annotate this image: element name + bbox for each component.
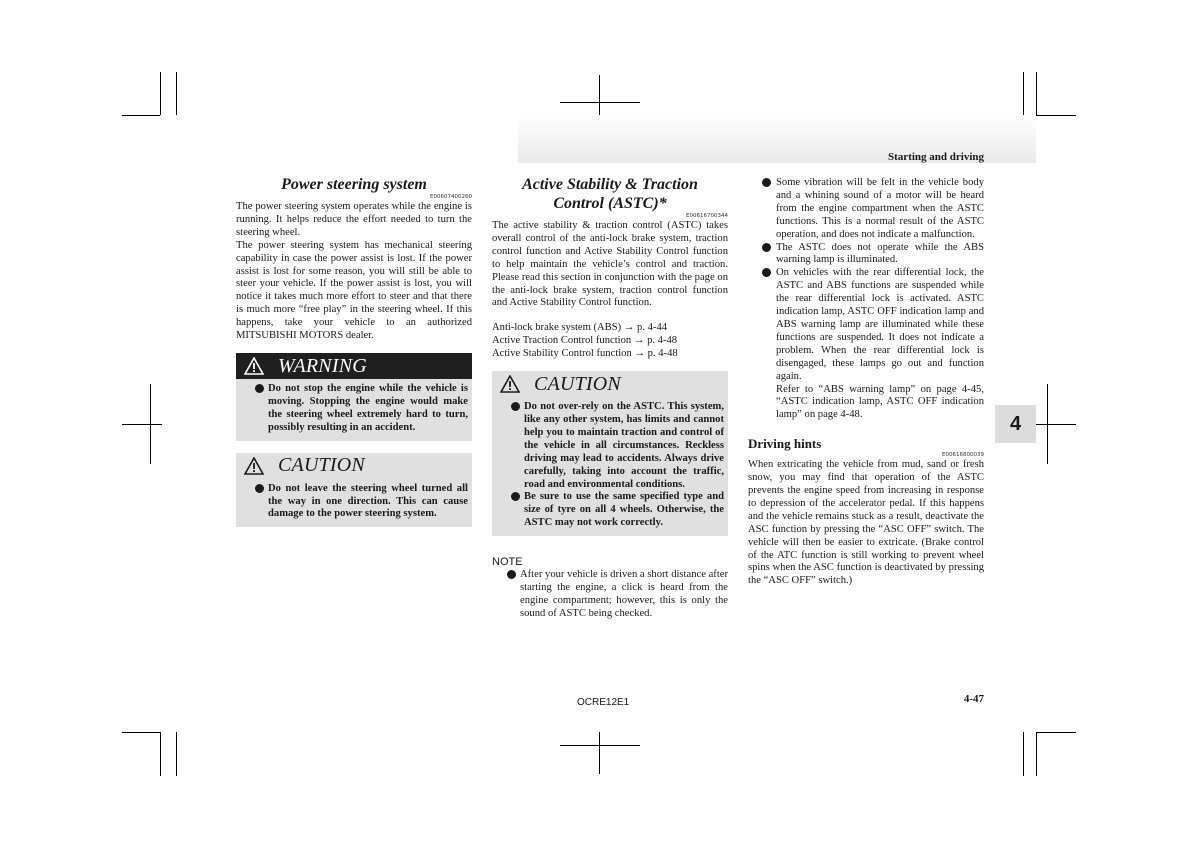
crop-mark [1036, 732, 1037, 776]
note-list [492, 569, 728, 621]
warning-box [236, 353, 472, 441]
crop-mark [122, 115, 160, 116]
paragraph: The power steering system operates while the engine is running. It helps reduce the effort needed to turn the steering wheel. [236, 201, 472, 238]
crop-mark [160, 732, 161, 776]
bullet-icon [255, 484, 264, 493]
section-heading: Power steering system [281, 176, 427, 193]
bullet-icon [507, 570, 516, 579]
caution-body [492, 397, 728, 536]
crop-mark [176, 732, 177, 776]
crop-mark [1036, 115, 1076, 116]
column-astc [492, 175, 728, 621]
note-label: NOTE [492, 556, 523, 569]
caution-body [236, 479, 472, 528]
caution-title: CAUTION [534, 372, 621, 395]
list-item: Do not over-rely on the ASTC. This system, like any other system, has limits and cannot help you to maintain traction and control of the vehicle in all circumstances. Reckless driving may lead to accidents. Always drive carefully, taking into account the traffic, road and environmental conditions. [496, 401, 724, 491]
list-item: Be sure to use the same specified type and size of tyre on all 4 wheels. Otherwise, the ASTC may not work correctly. [496, 491, 724, 530]
bullet-icon [511, 492, 520, 501]
reference-line: Active Stability Control function → p. 4-48 [492, 348, 678, 360]
bullet-icon [762, 178, 771, 187]
list-item: Do not leave the steering wheel turned all the way in one direction. This can cause damage to the power steering system. [240, 483, 468, 522]
crop-mark [560, 102, 640, 103]
list-item: Some vibration will be felt in the vehicle body and a whining sound of a motor will be heard from the engine compartment when the ASTC functions. This is a normal result of the ASTC operation, and does not indicate a malfunction. [748, 177, 984, 242]
list-item: On vehicles with the rear differential lock, the ASTC and ABS functions are suspended while the rear differential lock is activated. ASTC indication lamp, ASTC OFF indication lamp and ABS warning lamp are illuminated while these functions are suspended. It does not indicate a problem. When the rear differential lock is disengaged, these lamps go out and function again. Refer to “ABS warning lamp” on page 4-45, “ASTC indication lamp, ASTC OFF indication lamp” on page 4-48. [748, 267, 984, 422]
paragraph: When extricating the vehicle from mud, sand or fresh snow, you may find that operation of the ASTC prevents the engine speed from increasing in response to depression of the accelerator pedal. If this happens and the vehicle remains stuck as a result, deactivate the ASC function by pressing the “ASC OFF” switch. The vehicle will then be easier to extricate. (Brake control of the ATC function is still working to prevent wheel spins when the ASC function is deactivated by pressing the “ASC OFF” switch.) [748, 459, 984, 587]
crop-mark [599, 732, 600, 774]
bullet-icon [511, 402, 520, 411]
info-list [748, 177, 984, 422]
caution-box [492, 371, 728, 536]
page-number: 4-47 [963, 693, 984, 705]
warning-triangle-icon [500, 375, 520, 393]
column-power-steering [236, 175, 472, 527]
bullet-icon [762, 243, 771, 252]
caution-title: CAUTION [278, 454, 365, 477]
crop-mark [599, 75, 600, 117]
crop-mark [176, 72, 177, 115]
list-item: Do not stop the engine while the vehicle is moving. Stopping the engine would make the steering wheel extremely hard to turn, possibly resulting in an accident. [240, 383, 468, 435]
warning-triangle-icon [244, 357, 264, 375]
paragraph: The active stability & traction control (ASTC) takes overall control of the anti-lock brake system, traction control function and Active Stability Control function to help maintain the vehicle’s control and traction. Please read this section in conjunction with the page on the anti-lock brake system, traction control function and Active Stability Control function. [492, 220, 728, 309]
crop-mark [1023, 732, 1024, 776]
warning-header [236, 353, 472, 379]
caution-box [236, 453, 472, 528]
crop-mark [1023, 72, 1024, 115]
warning-title: WARNING [278, 354, 367, 377]
column-astc-continued [748, 177, 984, 588]
section-heading: Active Stability & Traction [522, 176, 698, 193]
crop-mark [122, 424, 162, 425]
crop-mark [122, 732, 160, 733]
crop-mark [1036, 424, 1076, 425]
list-item: The ASTC does not operate while the ABS warning lamp is illuminated. [748, 242, 984, 268]
cross-reference: Refer to “ABS warning lamp” on page 4-45, “ASTC indication lamp, ASTC OFF indication lamp” on page 4-48. [776, 383, 984, 421]
crop-mark [1036, 72, 1037, 115]
paragraph: The power steering system has mechanical steering capability in case the power assist is lost. If the power assist is lost for some reason, you will still be able to steer your vehicle. If the power assist is lost, you will notice it takes much more effort to steer and that there is much more “free play” in the steering wheel. If this happens, take your vehicle to an authorized MITSUBISHI MOTORS dealer. [236, 239, 472, 342]
crop-mark [150, 384, 151, 464]
reference-code: E00616700344 [686, 213, 728, 219]
bullet-icon [255, 384, 264, 393]
reference-code: E00607400260 [430, 194, 472, 200]
subsection-heading: Driving hints [748, 436, 822, 452]
chapter-tab: 4 [995, 405, 1036, 443]
list-item: After your vehicle is driven a short distance after starting the engine, a click is heard from the engine compartment; however, this is only the sound of ASTC being checked. [492, 569, 728, 621]
caution-header [236, 453, 472, 479]
caution-header [492, 371, 728, 397]
warning-triangle-icon [244, 457, 264, 475]
bullet-icon [762, 268, 771, 277]
warning-body [236, 379, 472, 441]
crop-mark [1047, 384, 1048, 464]
reference-code: E00616800039 [942, 452, 984, 459]
crop-mark [560, 745, 640, 746]
reference-line: Active Traction Control function → p. 4-48 [492, 335, 678, 347]
reference-line: Anti-lock brake system (ABS) → p. 4-44 [492, 322, 668, 334]
crop-mark [1036, 732, 1076, 733]
crop-mark [160, 72, 161, 115]
section-title: Starting and driving [888, 151, 984, 163]
document-code: OCRE12E1 [577, 697, 630, 708]
section-heading: Control (ASTC)* [553, 195, 667, 212]
